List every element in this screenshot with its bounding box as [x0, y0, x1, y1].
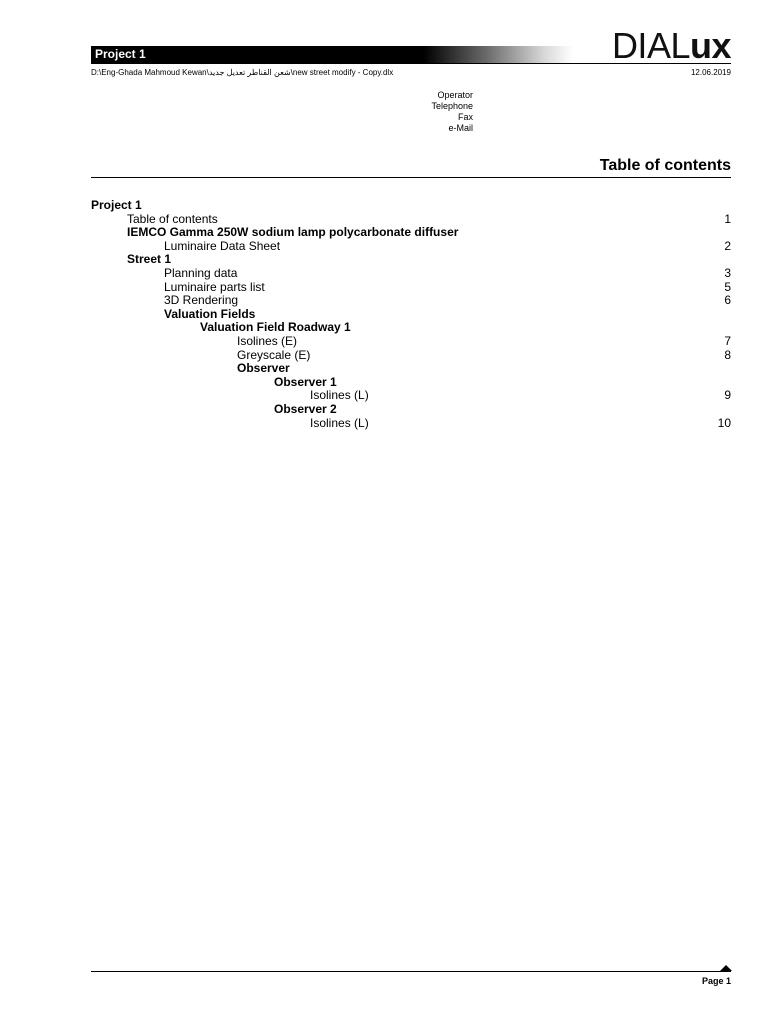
triangle-marker-icon: [720, 965, 732, 971]
toc-entry-label: Planning data: [164, 265, 238, 280]
toc-entry-page: 3: [724, 265, 731, 280]
toc-entry-page: 6: [724, 293, 731, 308]
toc-entry-label: Table of contents: [127, 211, 218, 226]
toc-entry-page: 9: [724, 388, 731, 403]
toc-entry-label: Observer 1: [274, 374, 337, 389]
contact-block: [431, 90, 473, 134]
file-path: D:\Eng-Ghada Mahmoud Kewan\شعن القناطر تعديل جديد\new street modify - Copy.dlx: [91, 68, 394, 77]
toc-entry-page: 8: [724, 347, 731, 362]
toc-entry-label: Isolines (L): [310, 415, 369, 430]
dialux-logo: [612, 26, 731, 66]
toc-entry: [91, 403, 731, 417]
toc-entry-page: 2: [724, 238, 731, 253]
toc-list: [91, 199, 731, 430]
toc-entry: [91, 199, 731, 213]
footer-rule: [91, 971, 731, 972]
toc-entry: [91, 376, 731, 390]
logo-text-bold: ux: [689, 25, 731, 66]
toc-entry-label: Isolines (E): [237, 333, 298, 348]
toc-entry-page: 1: [724, 211, 731, 226]
header-bar: [91, 46, 573, 63]
toc-entry-label: Project 1: [91, 198, 142, 212]
operator-label: Operator: [437, 90, 473, 100]
toc-rule: [91, 177, 731, 178]
toc-entry: [91, 389, 731, 403]
fax-label: Fax: [457, 112, 473, 122]
toc-entry-label: Observer 2: [274, 401, 337, 416]
toc-entry: [91, 362, 731, 376]
telephone-label: Telephone: [431, 101, 473, 111]
toc-entry-label: Valuation Field Roadway 1: [200, 320, 351, 335]
toc-entry-label: Luminaire Data Sheet: [164, 238, 281, 253]
toc-entry-label: Observer: [237, 361, 290, 376]
toc-entry: [91, 226, 731, 240]
toc-entry-label: Valuation Fields: [164, 306, 256, 321]
toc-entry: [91, 321, 731, 335]
toc-entry: [91, 240, 731, 254]
toc-title: Table of contents: [599, 157, 731, 174]
toc-entry-page: 5: [724, 279, 731, 294]
toc-entry: [91, 281, 731, 295]
toc-entry: [91, 267, 731, 281]
project-title: Project 1: [95, 47, 146, 61]
toc-entry-page: 7: [724, 333, 731, 348]
toc-entry: [91, 349, 731, 363]
toc-entry-label: Greyscale (E): [237, 347, 311, 362]
report-date: 12.06.2019: [690, 68, 731, 77]
toc-entry-label: IEMCO Gamma 250W sodium lamp polycarbonate diffuser: [127, 225, 459, 240]
toc-entry: [91, 335, 731, 349]
toc-entry: [91, 213, 731, 227]
logo-text-light: DIAL: [611, 25, 690, 66]
toc-entry-page: 10: [717, 415, 731, 430]
toc-entry: [91, 253, 731, 267]
toc-entry: [91, 308, 731, 322]
page-number: Page 1: [701, 976, 731, 986]
toc-entry-label: Luminaire parts list: [164, 279, 265, 294]
toc-entry: [91, 417, 731, 431]
toc-entry-label: Street 1: [127, 252, 172, 267]
email-label: e-Mail: [448, 123, 473, 133]
toc-entry: [91, 294, 731, 308]
toc-entry-label: Isolines (L): [310, 388, 369, 403]
toc-entry-label: 3D Rendering: [164, 293, 239, 308]
